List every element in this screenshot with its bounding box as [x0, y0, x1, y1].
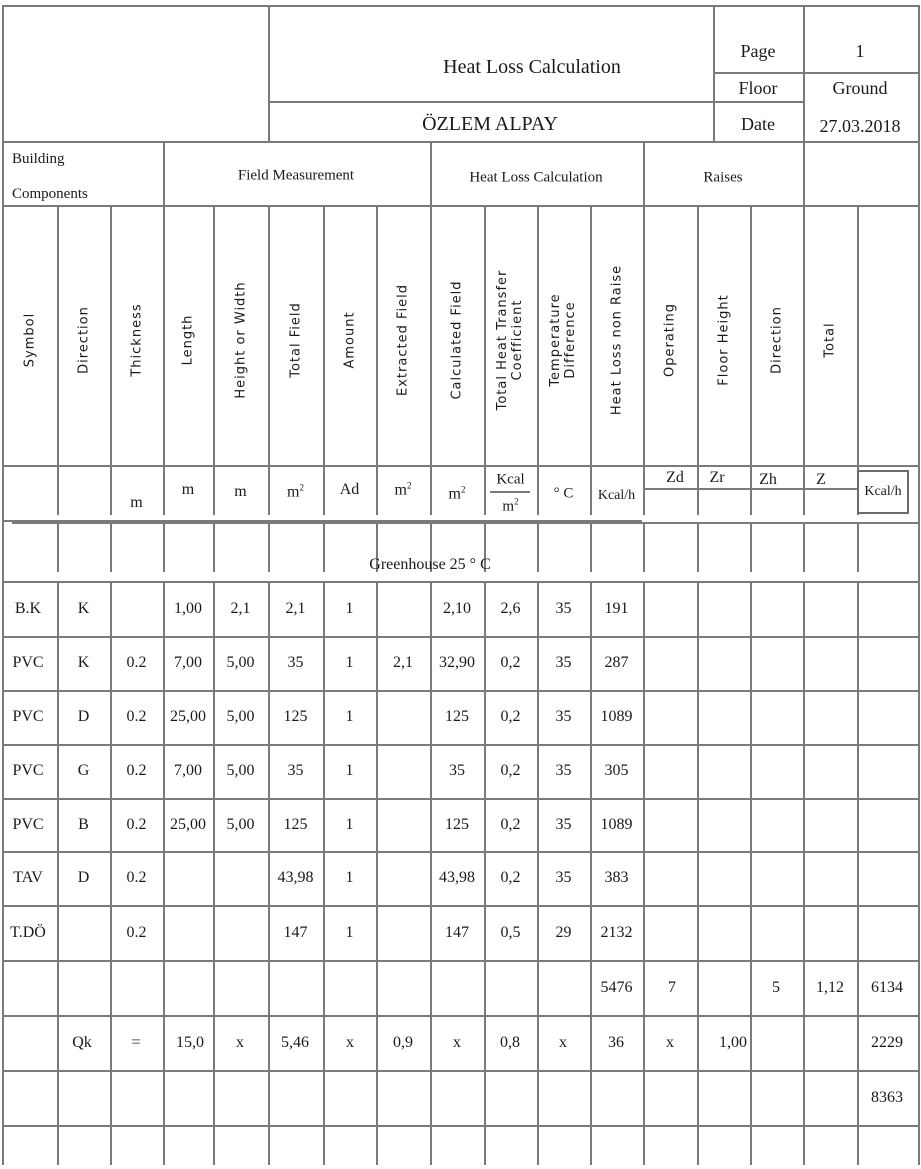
border-right	[918, 5, 920, 1165]
table-cell-coef: 0,2	[500, 762, 521, 779]
sum-heat-loss: 5476	[600, 978, 633, 996]
column-divider	[57, 524, 59, 572]
table-cell-height: 5,00	[226, 762, 255, 779]
column-divider	[857, 205, 859, 515]
column-divider	[590, 205, 592, 515]
column-divider	[163, 524, 165, 572]
unit-m: m	[502, 498, 515, 515]
column-divider	[57, 205, 59, 515]
table-cell-calculated: 125	[445, 708, 469, 725]
column-divider	[430, 581, 432, 1165]
column-divider	[323, 581, 325, 1165]
table-cell-symbol: PVC	[12, 708, 44, 725]
sum-zd: 7	[668, 978, 676, 996]
header-divider	[268, 101, 803, 103]
table-cell-length: 7,00	[174, 762, 202, 779]
column-divider	[537, 581, 539, 1165]
table-cell-amount: 1	[345, 869, 354, 886]
table-cell-thickness: 0.2	[126, 869, 147, 886]
row-line	[2, 798, 918, 800]
group-divider	[430, 141, 432, 205]
table-cell-direction: G	[77, 762, 90, 779]
column-divider	[750, 205, 752, 515]
unit-z: Z	[816, 471, 826, 488]
grand-total: 8363	[871, 1088, 903, 1106]
unit-m: m	[287, 483, 300, 501]
column-divider	[323, 524, 325, 572]
unit-final: Kcal/h	[864, 484, 902, 499]
column-divider	[590, 524, 592, 572]
header-divider	[803, 5, 805, 141]
table-cell-thickness: 0.2	[126, 762, 147, 779]
sum-final: 6134	[871, 978, 903, 996]
table-cell-thickness: 0.2	[126, 815, 147, 833]
column-divider	[590, 581, 592, 1165]
column-divider	[697, 524, 699, 572]
table-cell-temp: 35	[555, 708, 572, 725]
column-divider	[213, 205, 215, 515]
unit-sup: 2	[299, 482, 304, 493]
unit-zh: Zh	[759, 471, 777, 488]
table-cell-thickness: 0.2	[126, 923, 147, 941]
table-cell-temp: 35	[555, 654, 572, 671]
column-divider	[213, 524, 215, 572]
column-divider	[484, 205, 486, 515]
table-cell-total_field: 35	[287, 762, 304, 779]
table-cell-amount: 1	[345, 708, 354, 725]
table-cell-symbol: T.DÖ	[10, 923, 46, 941]
group-building-1: Building	[12, 151, 65, 167]
row-line	[2, 905, 918, 907]
border-left	[2, 5, 4, 1165]
column-divider	[213, 581, 215, 1165]
table-cell-loss: 2132	[600, 923, 633, 941]
column-header: Operating	[662, 303, 678, 377]
qk-label: Qk	[72, 1033, 92, 1051]
column-divider	[697, 205, 699, 515]
column-divider	[323, 205, 325, 515]
header-divider	[713, 72, 918, 74]
row-line	[2, 636, 918, 638]
table-cell-loss: 1089	[600, 708, 633, 725]
row-line	[2, 1070, 918, 1072]
qk-v1: 15,0	[176, 1033, 204, 1051]
column-header: Thickness	[129, 303, 144, 377]
column-divider	[643, 205, 645, 515]
row-line	[2, 744, 918, 746]
table-cell-coef: 0,2	[500, 654, 521, 671]
column-header: Extracted Field	[395, 284, 411, 396]
table-cell-direction: K	[77, 654, 90, 671]
table-cell-length: 7,00	[174, 654, 202, 671]
units-double-line	[12, 522, 918, 524]
column-header: Total Heat Transfer Coefficient	[494, 269, 525, 411]
unit-m: m	[394, 481, 407, 499]
table-cell-temp: 35	[555, 869, 572, 886]
table-cell-direction: D	[77, 869, 90, 886]
table-cell-total_field: 125	[283, 708, 308, 725]
page-label: Page	[740, 41, 776, 61]
row-line	[2, 1125, 918, 1127]
group-divider	[643, 141, 645, 205]
column-header: Direction	[769, 306, 784, 374]
qk-v4: 0,8	[500, 1033, 520, 1051]
column-divider	[484, 581, 486, 1165]
header-bottom	[2, 141, 918, 143]
unit-thickness: m	[130, 494, 143, 511]
table-cell-symbol: TAV	[13, 869, 43, 886]
table-cell-total_field: 43,98	[277, 869, 314, 886]
table-cell-coef: 0,5	[500, 923, 521, 941]
column-header: Temperature Difference	[547, 293, 578, 387]
table-cell-direction: D	[77, 708, 90, 725]
qk-x1: x	[236, 1033, 244, 1051]
unit-coef-denominator	[502, 498, 518, 515]
table-cell-amount: 1	[345, 923, 354, 941]
table-cell-coef: 0,2	[500, 708, 521, 725]
unit-zd: Zd	[666, 469, 684, 486]
group-divider	[163, 141, 165, 205]
unit-sup: 2	[460, 484, 466, 495]
column-header: Heat Loss non Raise	[609, 264, 624, 416]
table-cell-loss: 1089	[600, 815, 633, 833]
column-divider	[163, 205, 165, 515]
column-divider	[110, 581, 112, 1165]
column-header: Length	[180, 314, 196, 366]
column-header: Direction	[76, 306, 91, 374]
qk-x2: x	[346, 1033, 354, 1051]
unit-extracted	[395, 481, 412, 498]
table-cell-extracted: 2,1	[393, 654, 413, 671]
header-divider	[713, 5, 715, 141]
column-header: Amount	[342, 311, 357, 369]
column-divider	[537, 205, 539, 515]
unit-m: m	[448, 485, 461, 503]
date-label: Date	[741, 114, 775, 134]
table-cell-length: 25,00	[170, 708, 206, 725]
column-header-bottom	[2, 465, 918, 467]
table-cell-loss: 305	[604, 762, 629, 779]
column-divider	[268, 205, 270, 515]
column-divider	[268, 524, 270, 572]
unit-zr: Zr	[709, 469, 725, 486]
column-divider	[750, 581, 752, 1165]
table-cell-total_field: 125	[283, 815, 308, 833]
column-divider	[430, 205, 432, 515]
table-cell-symbol: B.K	[14, 599, 42, 617]
fraction-bar	[490, 491, 530, 493]
table-cell-coef: 2,6	[500, 599, 521, 617]
column-divider	[376, 205, 378, 515]
row-line	[2, 960, 918, 962]
table-cell-length: 25,00	[170, 815, 206, 833]
table-cell-amount: 1	[345, 815, 354, 833]
column-header: Symbol	[22, 312, 37, 368]
table-cell-total_field: 147	[283, 923, 308, 941]
table-cell-height: 5,00	[226, 708, 255, 725]
page-value: 1	[855, 41, 865, 61]
table-cell-coef: 0,2	[500, 815, 521, 833]
section-bottom	[2, 581, 918, 583]
group-field-measurement: Field Measurement	[237, 167, 355, 184]
unit-sup: 2	[514, 496, 519, 507]
table-cell-calculated: 125	[445, 815, 469, 833]
group-header-bottom	[2, 205, 918, 207]
table-cell-direction: K	[77, 599, 90, 617]
table-cell-temp: 35	[555, 815, 572, 833]
sum-zh: 5	[772, 978, 780, 996]
table-cell-height: 2,1	[230, 599, 251, 617]
table-cell-amount: 1	[345, 762, 354, 779]
table-cell-loss: 287	[604, 654, 629, 671]
table-cell-temp: 35	[555, 762, 572, 779]
row-line	[2, 1015, 918, 1017]
column-divider	[110, 524, 112, 572]
qk-v2: 5,46	[281, 1033, 309, 1051]
floor-label: Floor	[738, 78, 778, 98]
qk-v3: 0,9	[393, 1033, 413, 1051]
unit-total-field	[287, 483, 304, 500]
column-divider	[643, 581, 645, 1165]
qk-x3: x	[453, 1033, 461, 1051]
column-header: Calculated Field	[449, 280, 465, 400]
unit-calculated	[449, 485, 466, 502]
table-cell-calculated: 147	[445, 923, 469, 941]
table-cell-total_field: 35	[287, 654, 304, 671]
qk-v5: 36	[608, 1033, 624, 1051]
column-divider	[57, 581, 59, 1165]
column-header: Total	[822, 322, 838, 358]
table-cell-calculated: 2,10	[443, 599, 471, 617]
column-divider	[643, 524, 645, 572]
table-cell-temp: 35	[555, 599, 572, 617]
qk-equals: =	[131, 1033, 141, 1051]
table-cell-symbol: PVC	[12, 654, 44, 671]
column-divider	[697, 581, 699, 1165]
column-divider	[857, 581, 859, 1165]
column-divider	[268, 581, 270, 1165]
table-cell-height: 5,00	[226, 654, 255, 671]
group-building-2: Components	[12, 186, 88, 202]
table-cell-loss: 191	[604, 599, 629, 617]
sum-z: 1,12	[816, 978, 844, 996]
table-cell-symbol: PVC	[12, 815, 44, 833]
author-name: ÖZLEM ALPAY	[422, 113, 558, 135]
column-divider	[803, 524, 805, 572]
group-raises: Raises	[703, 169, 743, 186]
table-cell-calculated: 35	[449, 762, 465, 779]
table-cell-thickness: 0.2	[126, 708, 147, 725]
unit-heat-loss: Kcal/h	[597, 488, 636, 503]
column-header: Height or Width	[233, 281, 248, 399]
group-heat-loss: Heat Loss Calculation	[469, 169, 603, 186]
qk-v6: 1,00	[719, 1033, 747, 1051]
units-underline	[643, 488, 857, 490]
table-cell-thickness: 0.2	[126, 654, 147, 671]
column-divider	[537, 524, 539, 572]
column-divider	[110, 205, 112, 515]
row-line	[2, 851, 918, 853]
unit-length: m	[181, 481, 195, 498]
qk-x5: x	[666, 1033, 674, 1051]
unit-coef-numerator: Kcal	[496, 471, 525, 488]
column-header: Total Field	[288, 302, 303, 378]
table-cell-calculated: 32,90	[439, 654, 475, 671]
column-divider	[857, 524, 859, 572]
column-header: Floor Height	[716, 294, 731, 386]
table-cell-temp: 29	[555, 923, 572, 941]
table-cell-symbol: PVC	[12, 762, 44, 779]
table-cell-height: 5,00	[226, 815, 255, 833]
unit-amount: Ad	[339, 481, 360, 498]
sheet-title: Heat Loss Calculation	[443, 56, 621, 78]
unit-height: m	[234, 483, 247, 500]
header-divider	[268, 5, 270, 141]
floor-value: Ground	[832, 78, 888, 98]
column-divider	[803, 581, 805, 1165]
table-cell-amount: 1	[345, 654, 354, 671]
unit-temp: ° C	[553, 485, 574, 502]
qk-final: 2229	[871, 1033, 903, 1051]
group-divider	[803, 141, 805, 205]
row-line	[2, 690, 918, 692]
section-title: Greenhouse 25 ° C	[369, 556, 491, 573]
table-cell-length: 1,00	[174, 599, 202, 617]
table-cell-direction: B	[78, 815, 89, 833]
table-cell-amount: 1	[345, 599, 354, 617]
border-top	[2, 5, 918, 7]
unit-sup: 2	[406, 480, 412, 491]
column-divider	[750, 524, 752, 572]
table-cell-coef: 0,2	[500, 869, 521, 886]
date-value: 27.03.2018	[819, 116, 901, 136]
column-divider	[163, 581, 165, 1165]
table-cell-calculated: 43,98	[439, 869, 475, 886]
table-cell-loss: 383	[604, 869, 629, 886]
column-divider	[376, 581, 378, 1165]
column-divider	[803, 205, 805, 515]
qk-x4: x	[559, 1033, 567, 1051]
table-cell-total_field: 2,1	[285, 599, 306, 617]
